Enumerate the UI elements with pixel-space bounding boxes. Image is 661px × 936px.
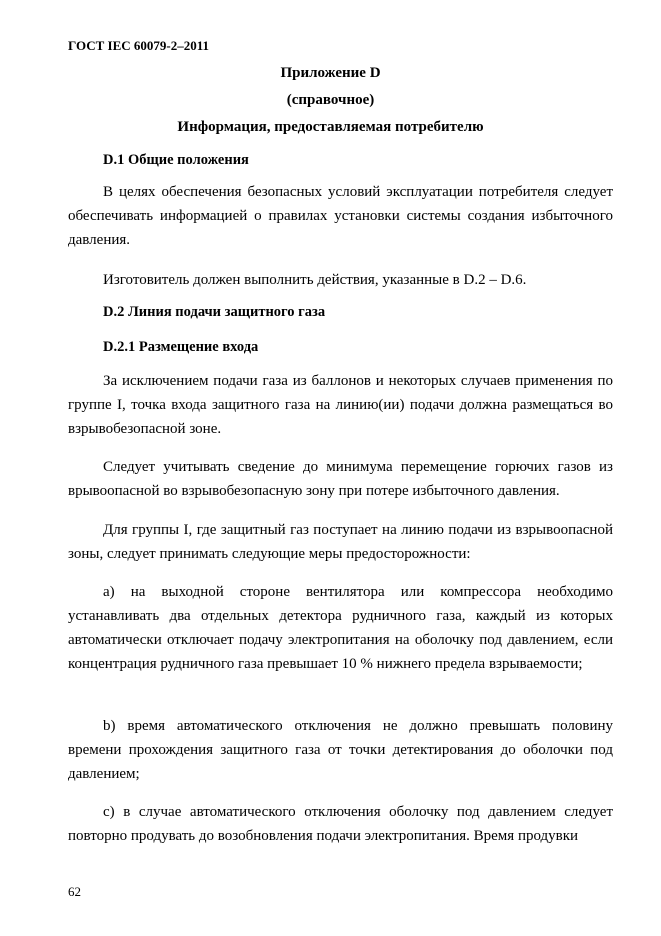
list-item-b: b) время автоматического отключения не должно превышать половину времени прохождения защитного газа от точки детектирования до оболочки под давлением; (68, 718, 613, 782)
appendix-title: Приложение D (280, 65, 381, 81)
list-item-a: а) на выходной стороне вентилятора или компрессора необходимо устанавливать два отдельных детектора рудничного газа, каждый из которых автоматически отключает подачу электропитания на оболочку под давлением, если концентрация рудничного газа превышает 10 % нижнего предела взрываемости; (68, 584, 613, 672)
section-heading-d2: D.2 Линия подачи защитного газа (103, 304, 326, 320)
list-item-c: с) в случае автоматического отключения оболочку под давлением следует повторно продувать до возобновления подачи электропитания. Время продувки (68, 804, 613, 844)
paragraph-d1-general: В целях обеспечения безопасных условий эксплуатации потребителя следует обеспечивать информацией о правилах установки системы создания избыточного давления. (68, 184, 613, 248)
document-header: ГОСТ IEC 60079-2–2011 (68, 38, 210, 53)
paragraph-d21-gas-transfer: Следует учитывать сведение до минимума перемещение горючих газов из врывоопасной во взрывобезопасную зону при потере избыточного давления. (68, 459, 613, 499)
page-number: 62 (68, 884, 81, 899)
paragraph-d21-inlet: За исключением подачи газа из баллонов и некоторых случаев применения по группе I, точка входа защитного газа на линию(ии) подачи должна размещаться во взрывобезопасной зоне. (68, 373, 613, 437)
section-heading-d1: D.1 Общие положения (103, 152, 249, 168)
appendix-subtitle: Информация, предоставляемая потребителю (177, 119, 484, 135)
paragraph-d1-actions: Изготовитель должен выполнить действия, указанные в D.2 – D.6. (103, 272, 527, 288)
section-heading-d21: D.2.1 Размещение входа (103, 339, 259, 355)
paragraph-d21-group1: Для группы I, где защитный газ поступает на линию подачи из взрывоопасной зоны, следует принимать следующие меры предосторожности: (68, 522, 613, 562)
appendix-status: (справочное) (286, 92, 375, 108)
